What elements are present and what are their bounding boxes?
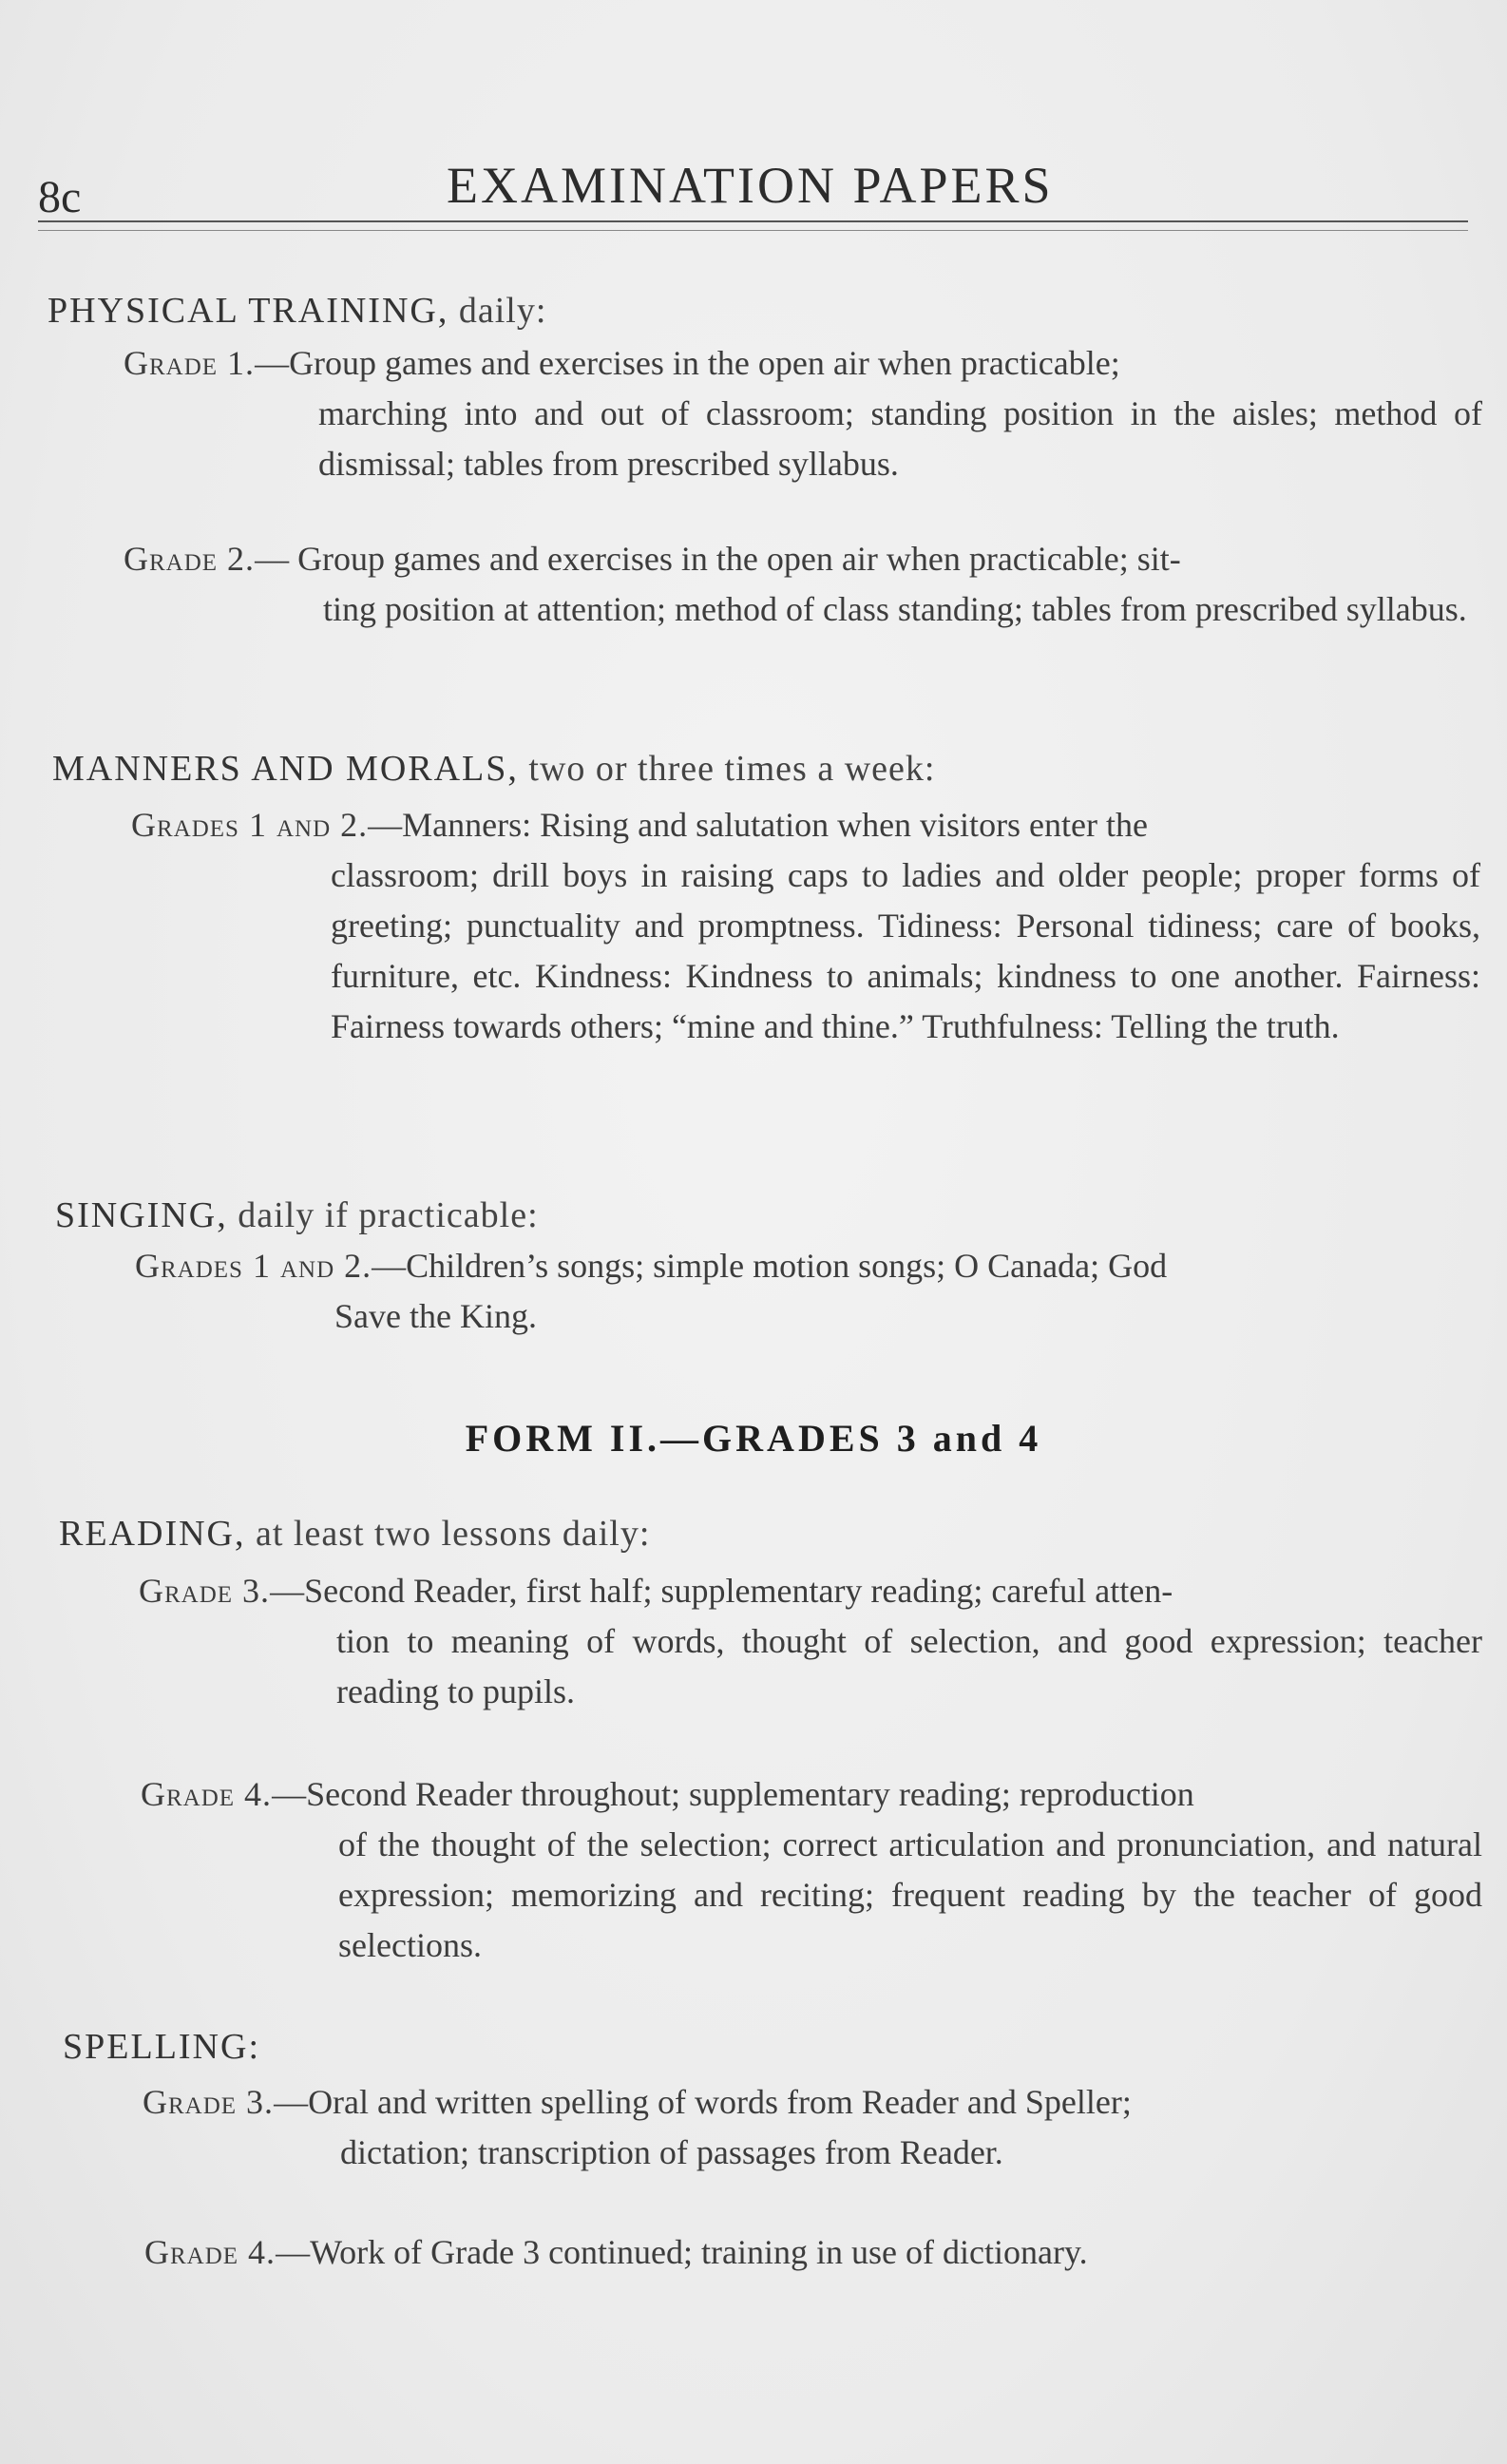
grade-text-continued: of the thought of the selection; correct articulation and pronunciation, and natural expression; memorizing and reciting; frequent reading by the teacher of good selections. <box>338 1825 1482 1964</box>
grade-text: —Oral and written spelling of words from Reader and Speller; <box>274 2083 1132 2121</box>
grade-text: —Manners: Rising and salutation when visitors enter the <box>368 806 1148 844</box>
grade-label: Grade 1. <box>124 344 256 382</box>
section-heading-spelling: SPELLING: <box>63 2027 260 2067</box>
grade-text-continued: dictation; transcription of passages from Reader. <box>340 2133 1003 2171</box>
grade-text: — Group games and exercises in the open air when practicable; sit- <box>255 540 1181 578</box>
header-rule <box>38 220 1468 222</box>
grade-entry <box>124 534 1482 635</box>
grade-entry <box>135 1241 1482 1342</box>
grade-label: Grade 3. <box>143 2083 275 2121</box>
grade-label: Grade 3. <box>139 1572 271 1610</box>
grade-label: Grades 1 and 2. <box>131 806 369 844</box>
grade-entry <box>139 1566 1482 1717</box>
grade-text-continued: tion to meaning of words, thought of selection, and good expression; teacher reading to pupils. <box>336 1622 1482 1710</box>
header-rule-thin <box>38 230 1468 231</box>
grade-label: Grade 4. <box>144 2233 277 2271</box>
grade-text: —Second Reader throughout; supplementary reading; reproduction <box>272 1775 1194 1813</box>
grade-text: —Second Reader, first half; supplementary reading; careful atten- <box>270 1572 1173 1610</box>
grade-text-continued: classroom; drill boys in raising caps to ladies and older people; proper forms of greeting; punctuality and promptness. Tidiness: Personal tidiness; care of books, furniture, etc. Kindness: Kindness to animals; kindness to one another. Fairness: Fairness towards others; “mine and thine.” Truthfulness: Telling the truth. <box>331 856 1480 1045</box>
grade-entry <box>144 2227 1482 2278</box>
grade-entry <box>124 338 1482 489</box>
section-heading-physical-training: PHYSICAL TRAINING, daily: <box>48 291 547 331</box>
section-heading-manners-and-morals: MANNERS AND MORALS, two or three times a week: <box>52 749 936 789</box>
grade-entry <box>143 2077 1482 2178</box>
page-number: 8c <box>38 172 82 222</box>
form-title: FORM II.—GRADES 3 and 4 <box>465 1417 1042 1460</box>
running-title: EXAMINATION PAPERS <box>447 157 1054 214</box>
grade-text-continued: marching into and out of classroom; standing position in the aisles; method of dismissal; tables from prescribed syllabus. <box>318 394 1482 483</box>
grade-entry <box>141 1769 1482 1971</box>
grade-entry <box>131 800 1480 1052</box>
page-header <box>38 143 1473 228</box>
grade-text-continued: Save the King. <box>334 1297 537 1335</box>
grade-label: Grades 1 and 2. <box>135 1247 372 1285</box>
section-heading-reading: READING, at least two lessons daily: <box>59 1514 651 1554</box>
grade-label: Grade 2. <box>124 540 256 578</box>
grade-text: —Work of Grade 3 continued; training in use of dictionary. <box>276 2233 1088 2271</box>
section-heading-singing: SINGING, daily if practicable: <box>55 1195 539 1235</box>
grade-text: —Group games and exercises in the open air when practicable; <box>255 344 1120 382</box>
grade-text: —Children’s songs; simple motion songs; O Canada; God <box>372 1247 1168 1285</box>
grade-text-continued: ting position at attention; method of class standing; tables from prescribed syllabus. <box>323 590 1467 628</box>
grade-label: Grade 4. <box>141 1775 273 1813</box>
